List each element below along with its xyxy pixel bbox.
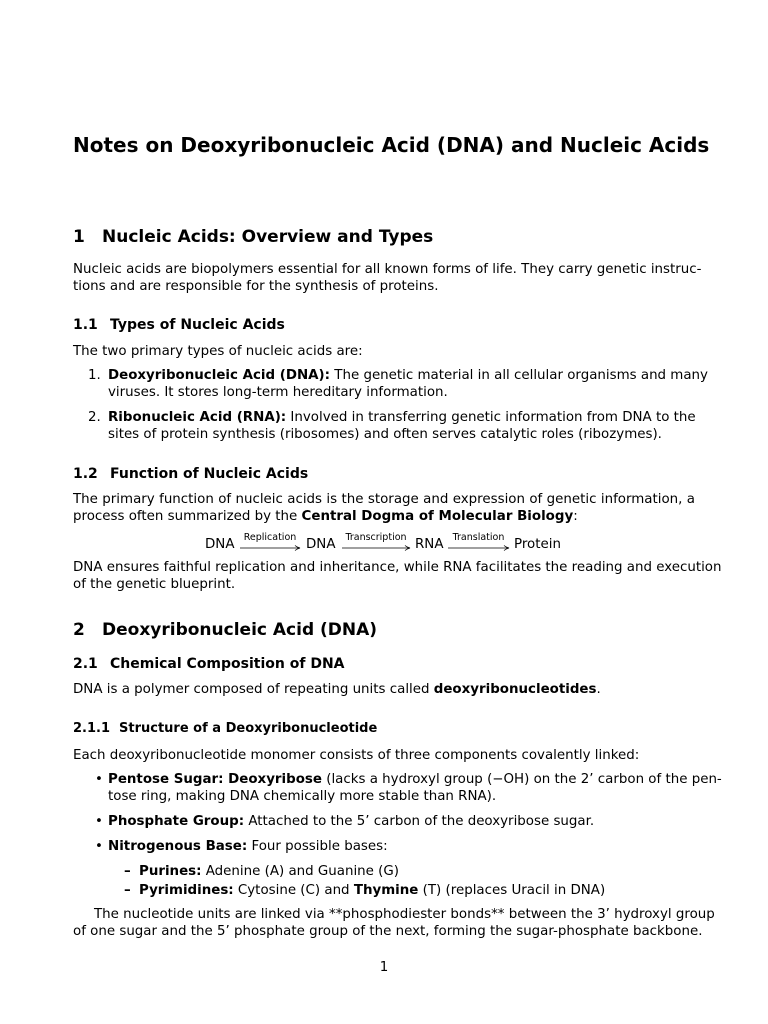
central-dogma-equation [73,532,695,558]
dash-marker: – [124,883,131,898]
subsection-title: Chemical Composition of DNA [110,656,345,672]
subsection-1-2-closing [73,560,722,593]
sub-bullet-body [139,864,695,881]
paragraph-line: Nucleic acids are biopolymers essential for all known forms of life. They carry genetic instruc- [73,262,702,277]
base-class-text: Adenine (A) and Guanine (G) [201,864,399,879]
right-arrow-icon [239,543,301,553]
list-item-text: The genetic material in all cellular organisms and many [330,368,708,383]
subsubsection-title: Structure of a Deoxyribonucleotide [119,721,378,736]
list-item-text: Involved in transferring genetic information from DNA to the [286,410,696,425]
subsection-number: 1.1 [73,317,98,333]
paragraph-line [108,410,695,427]
subsubsection-2-1-1-closing [73,907,715,940]
paragraph-line [108,772,722,789]
section-number: 2 [73,620,85,640]
paragraph-line [73,509,695,526]
paragraph-line: The primary function of nucleic acids is the storage and expression of genetic information, a [73,492,695,507]
base-class-term: Pyrimidines: [139,883,234,898]
section-1-intro [73,262,702,295]
arrow-label: Translation [452,532,505,543]
bullet-marker: • [95,772,103,787]
dogma-node-protein: Protein [514,537,561,552]
paragraph-line: The two primary types of nucleic acids are: [73,344,363,359]
list-item-body [108,368,708,401]
bullet-item-text: Attached to the 5’ carbon of the deoxyribose sugar. [244,814,595,829]
bullet-marker: • [95,814,103,829]
subsection-title: Types of Nucleic Acids [110,317,285,333]
bullet-item-body [108,839,695,856]
deoxyribonucleotides-term: deoxyribonucleotides [433,682,597,697]
subsubsection-number: 2.1.1 [73,721,111,736]
subsection-heading-2-1 [73,655,345,673]
bullet-item-term: Nitrogenous Base: [108,839,248,854]
paragraph-text: . [596,682,601,697]
central-dogma-term: Central Dogma of Molecular Biology [301,508,574,524]
paragraph-line: The nucleotide units are linked via **phosphodiester bonds** between the 3’ hydroxyl group [94,907,715,922]
paragraph-text: : [573,508,578,524]
subsubsection-2-1-1-lead [73,748,695,765]
dogma-node-dna: DNA [306,537,336,552]
subsection-number: 2.1 [73,656,98,672]
bullet-item-term: Pentose Sugar: Deoxyribose [108,772,322,787]
list-item-body [108,410,695,443]
bullet-item-body [108,772,722,805]
base-class-term: Purines: [139,864,202,879]
bullet-item-body [108,814,695,831]
paragraph-line: of the genetic blueprint. [73,576,236,592]
list-item-term: Deoxyribonucleic Acid (DNA): [108,368,331,383]
section-title: Deoxyribonucleic Acid (DNA) [102,620,378,640]
right-arrow-icon [341,543,411,553]
base-class-text: (T) (replaces Uracil in DNA) [418,883,606,898]
paragraph-line [108,368,708,385]
subsection-heading-1-2 [73,465,308,483]
section-title: Nucleic Acids: Overview and Types [102,227,434,247]
paragraph-line: sites of protein synthesis (ribosomes) and often serves catalytic roles (ribozymes). [108,426,662,442]
dogma-arrow-translation [447,532,510,554]
list-marker: 1. [88,368,101,383]
subsection-number: 1.2 [73,466,98,482]
paragraph-line: viruses. It stores long-term hereditary information. [108,384,448,400]
page-number: 1 [379,960,389,975]
list-marker: 2. [88,410,101,425]
base-class-text: Cytosine (C) and [233,883,354,898]
dogma-node-rna: RNA [415,537,444,552]
dogma-arrow-replication [239,532,301,554]
dogma-node-dna: DNA [205,537,235,552]
paragraph-line: tose ring, making DNA chemically more stable than RNA). [108,788,497,804]
bullet-item-text: (lacks a hydroxyl group (−OH) on the 2’ carbon of the pen- [321,772,722,787]
sub-bullet-body [139,883,695,900]
list-item-term: Ribonucleic Acid (RNA): [108,410,287,425]
subsection-1-2-paragraph [73,492,695,525]
paragraph-line: Each deoxyribonucleotide monomer consists of three components covalently linked: [73,748,640,763]
arrow-label: Replication [243,532,297,543]
subsection-2-1-paragraph [73,682,695,699]
paragraph-line: DNA ensures faithful replication and inheritance, while RNA facilitates the reading and execution [73,560,722,575]
document-title: Notes on Deoxyribonucleic Acid (DNA) and Nucleic Acids [73,133,710,157]
thymine-term: Thymine [353,883,419,898]
paragraph-line: tions and are responsible for the synthesis of proteins. [73,278,439,294]
dash-marker: – [124,864,131,879]
subsection-heading-1-1 [73,316,285,334]
dogma-arrow-transcription [341,532,411,554]
bullet-item-text: Four possible bases: [247,839,388,854]
paragraph-text: DNA is a polymer composed of repeating units called [73,682,434,697]
subsection-1-1-lead [73,344,695,361]
subsection-title: Function of Nucleic Acids [110,466,309,482]
arrow-label: Transcription [345,532,407,543]
paragraph-line [108,814,695,831]
paragraph-line [73,682,695,699]
paragraph-text: process often summarized by the [73,508,302,524]
paragraph-line [108,839,695,856]
section-heading-2 [73,619,377,641]
paragraph-line: of one sugar and the 5’ phosphate group of the next, forming the sugar-phosphate backbone. [73,923,703,939]
subsubsection-heading-2-1-1 [73,720,377,737]
bullet-marker: • [95,839,103,854]
bullet-item-term: Phosphate Group: [108,814,245,829]
section-heading-1 [73,226,433,248]
right-arrow-icon [447,543,510,553]
section-number: 1 [73,227,85,247]
